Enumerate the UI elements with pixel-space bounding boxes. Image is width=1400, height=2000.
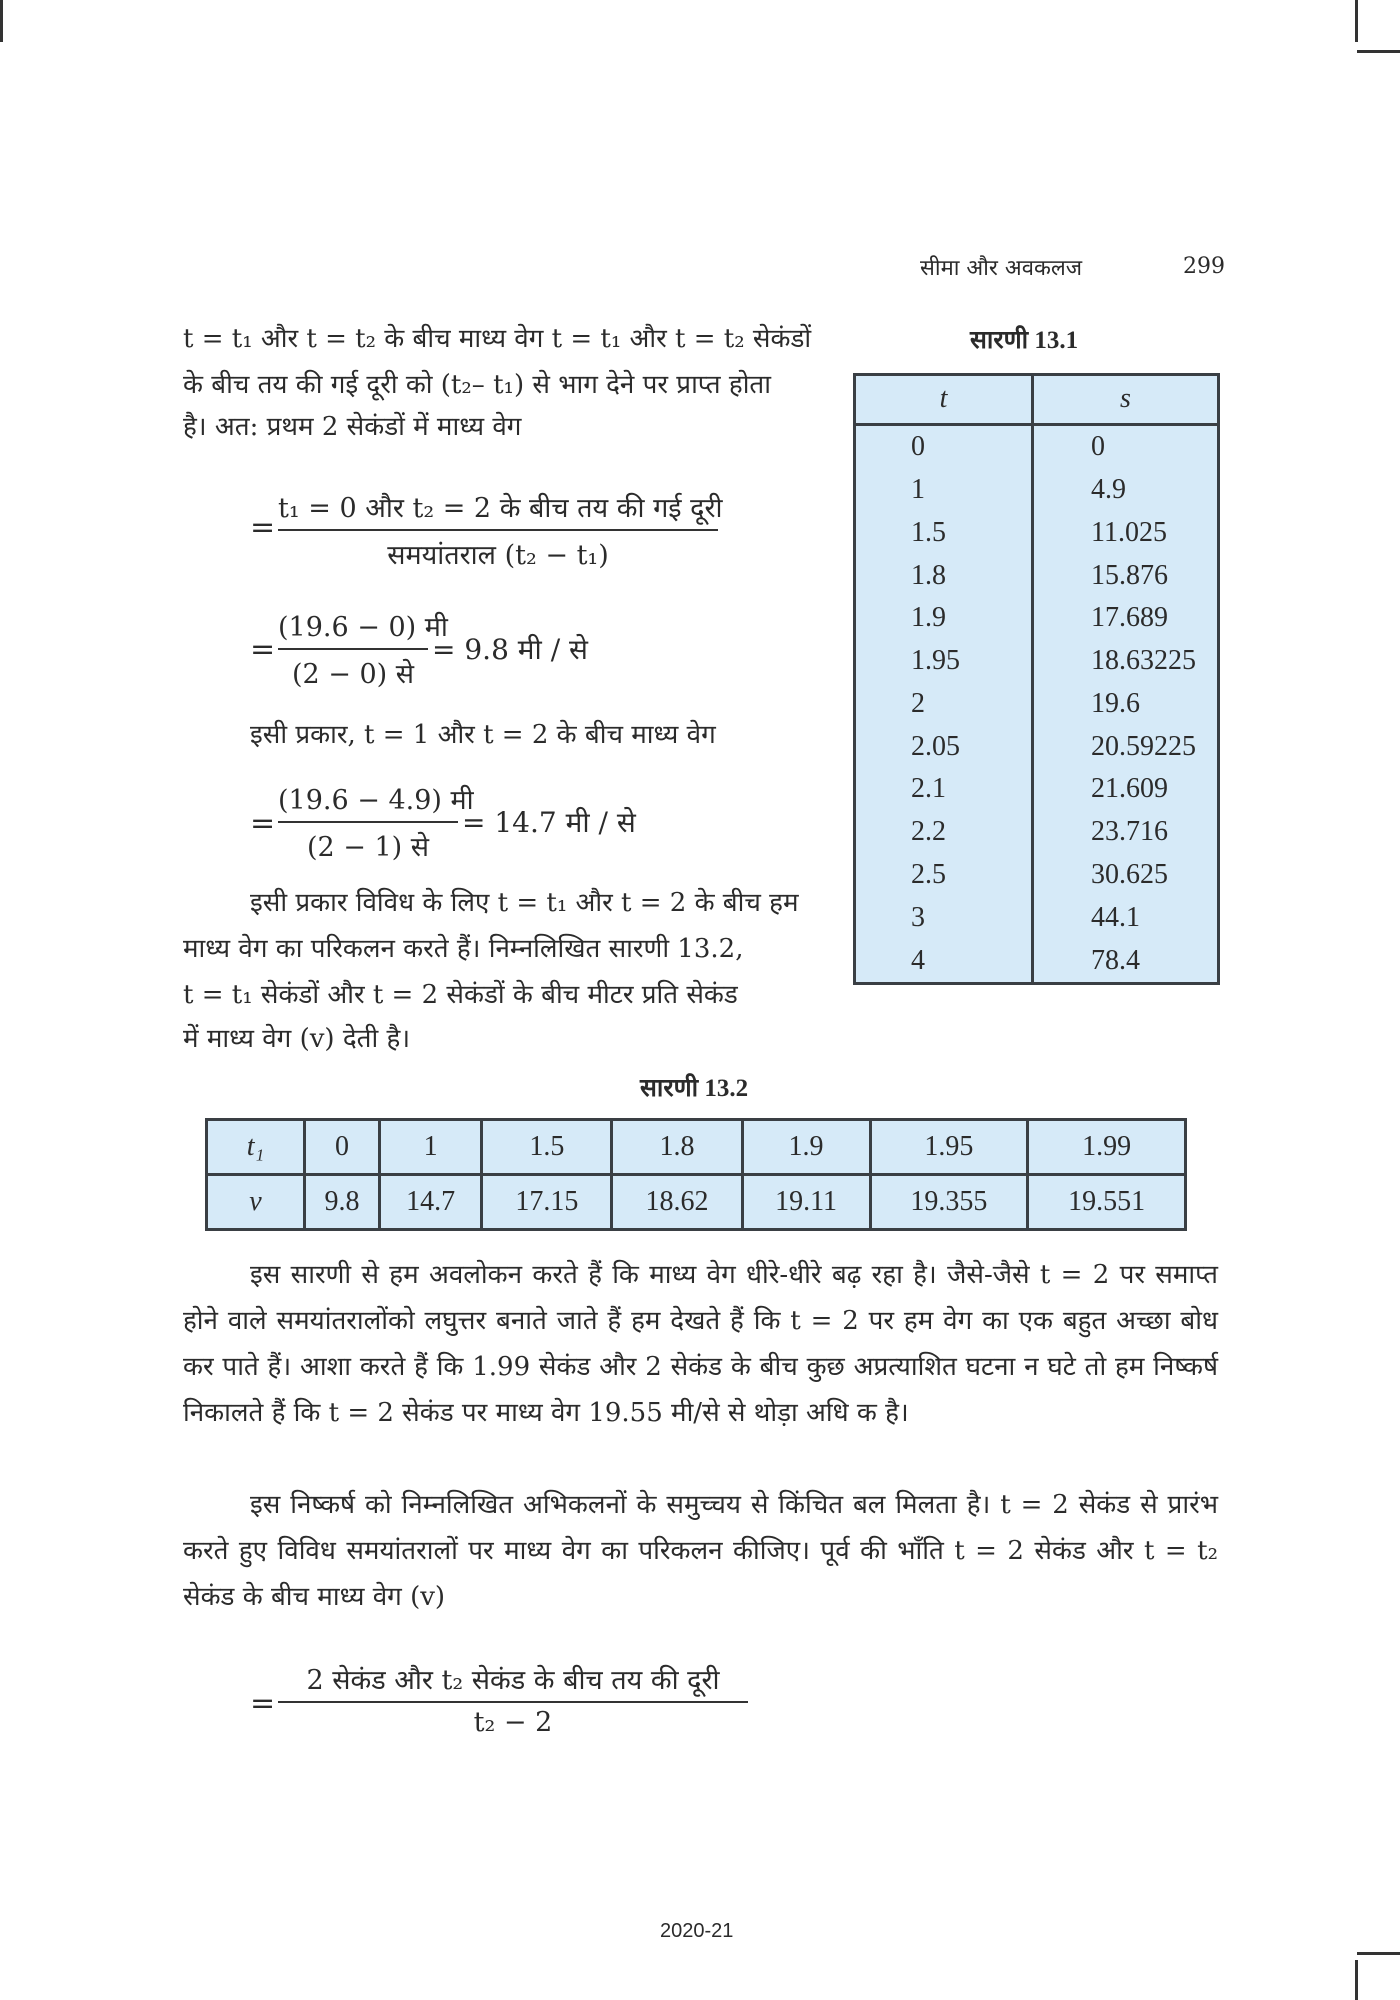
table-row: [855, 854, 1219, 897]
cell: 1.95: [870, 1120, 1028, 1175]
cell: 1.99: [1028, 1120, 1186, 1175]
cell-t: 0: [855, 424, 1033, 468]
column-header-t: t: [855, 375, 1033, 425]
text-line: t = t₁ सेकंडों और t = 2 सेकंडों के बीच मीटर प्रति सेकंड: [183, 980, 738, 1010]
table-row: [855, 939, 1219, 983]
fraction-numerator: (19.6 − 4.9) मी: [278, 785, 474, 816]
cell-s: 0: [1033, 424, 1219, 468]
cell: 1.5: [482, 1120, 612, 1175]
table-row: [855, 896, 1219, 939]
crop-mark: [0, 0, 3, 42]
fraction-bar: [278, 529, 718, 531]
table-row: [855, 511, 1219, 554]
table-caption: सारणी 13.2: [640, 1075, 749, 1102]
fraction-denominator: t₂ − 2: [473, 1707, 553, 1738]
cell: 9.8: [305, 1175, 380, 1230]
table-row-t1: [207, 1120, 1186, 1175]
cell-s: 20.59225: [1033, 725, 1219, 768]
cell-t: 1.8: [855, 554, 1033, 597]
fraction-numerator: (19.6 − 0) मी: [278, 612, 448, 643]
cell: 19.551: [1028, 1175, 1186, 1230]
cell: 18.62: [612, 1175, 742, 1230]
cell-s: 23.716: [1033, 811, 1219, 854]
cell-s: 18.63225: [1033, 640, 1219, 683]
cell-t: 2.1: [855, 768, 1033, 811]
cell: 14.7: [379, 1175, 481, 1230]
table-row: [855, 597, 1219, 640]
fraction-bar: [278, 648, 428, 650]
paragraph: इस सारणी से हम अवलोकन करते हैं कि माध्य वेग धीरे-धीरे बढ़ रहा है। जैसे-जैसे t = 2 पर समाप्त होने वाले समयांतरालोंको लघुत्तर बनाते जाते हैं हम देखते हैं कि t = 2 पर हम वेग का एक बहुत अच्छा बोध कर पाते हैं। आशा करते हैं कि 1.99 सेकंड और 2 सेकंड के बीच कुछ अप्रत्याशित घटना न घटे तो हम निष्कर्ष निकालते हैं कि t = 2 सेकंड पर माध्य वेग 19.55 मी/से से थोड़ा अधि क है।: [183, 1260, 1218, 1428]
cell-t: 1.5: [855, 511, 1033, 554]
fraction-velocity-0-2: [278, 607, 448, 691]
row-label: v: [207, 1175, 305, 1230]
cell: 19.11: [742, 1175, 870, 1230]
table-row: [855, 811, 1219, 854]
fraction-denominator: (2 − 0) से: [291, 659, 415, 690]
paragraph: इस निष्कर्ष को निम्नलिखित अभिकलनों के समुच्चय से किंचित बल मिलता है। t = 2 सेकंड से प्रारंभ करते हुए विविध समयांतरालों पर माध्य वेग का परिकलन कीजिए। पूर्व की भाँति t = 2 सेकंड और t = t₂ सेकंड के बीच माध्य वेग (v): [183, 1490, 1218, 1612]
result-value: = 14.7 मी / से: [462, 806, 636, 839]
chapter-title: सीमा और अवकलज: [920, 256, 1083, 281]
cell-s: 19.6: [1033, 683, 1219, 726]
fraction-numerator: t₁ = 0 और t₂ = 2 के बीच तय की गई दूरी: [278, 493, 723, 524]
cell: 0: [305, 1120, 380, 1175]
cell-s: 15.876: [1033, 554, 1219, 597]
fraction-average-velocity-definition: [278, 488, 723, 572]
fraction-denominator: (2 − 1) से: [306, 832, 430, 863]
table-row: [855, 725, 1219, 768]
crop-mark: [1355, 0, 1358, 42]
text-line: माध्य वेग का परिकलन करते हैं। निम्नलिखित सारणी 13.2,: [183, 934, 744, 964]
table-row: [855, 768, 1219, 811]
result-value: = 9.8 मी / से: [432, 633, 588, 666]
cell-s: 11.025: [1033, 511, 1219, 554]
text-line: इसी प्रकार, t = 1 और t = 2 के बीच माध्य वेग: [250, 720, 716, 750]
text-line: t = t₁ और t = t₂ के बीच माध्य वेग t = t₁ और t = t₂ सेकंडों: [183, 324, 812, 354]
cell-s: 30.625: [1033, 854, 1219, 897]
equals-sign: =: [250, 510, 276, 545]
cell-s: 44.1: [1033, 896, 1219, 939]
cell-t: 1.9: [855, 597, 1033, 640]
cell-t: 1.95: [855, 640, 1033, 683]
column-header-s: s: [1033, 375, 1219, 425]
page-number: 299: [1183, 254, 1225, 279]
cell: 1: [379, 1120, 481, 1175]
cell: 1.9: [742, 1120, 870, 1175]
equals-sign: =: [250, 1686, 276, 1721]
table-row: [855, 469, 1219, 512]
text-line: में माध्य वेग (v) देती है।: [183, 1024, 411, 1054]
equals-sign: =: [250, 632, 276, 667]
crop-mark: [1355, 1960, 1358, 2000]
cell: 17.15: [482, 1175, 612, 1230]
cell-s: 78.4: [1033, 939, 1219, 983]
fraction-velocity-2-t2: [278, 1660, 748, 1738]
table-13-2: [205, 1118, 1187, 1231]
cell: 1.8: [612, 1120, 742, 1175]
fraction-bar: [278, 821, 458, 823]
cell-t: 2.2: [855, 811, 1033, 854]
text-line: के बीच तय की गई दूरी को (t₂– t₁) से भाग देने पर प्राप्त होता: [183, 370, 771, 400]
text-line: है। अत: प्रथम 2 सेकंडों में माध्य वेग: [183, 412, 522, 442]
table-row-v: [207, 1175, 1186, 1230]
equals-sign: =: [250, 806, 276, 841]
fraction-denominator: समयांतराल (t₂ − t₁): [387, 540, 609, 571]
cell-t: 3: [855, 896, 1033, 939]
crop-mark: [1357, 1952, 1400, 1955]
crop-mark: [1357, 50, 1400, 53]
footer-year: 2020-21: [660, 1920, 734, 1942]
fraction-numerator: 2 सेकंड और t₂ सेकंड के बीच तय की दूरी: [306, 1665, 720, 1696]
cell-t: 2.05: [855, 725, 1033, 768]
cell-t: 4: [855, 939, 1033, 983]
table-row: [855, 554, 1219, 597]
text-line: इसी प्रकार विविध के लिए t = t₁ और t = 2 के बीच हम: [250, 888, 799, 918]
cell-s: 4.9: [1033, 469, 1219, 512]
fraction-bar: [278, 1701, 748, 1703]
cell-t: 2: [855, 683, 1033, 726]
row-label: t₁: [207, 1120, 305, 1175]
cell-s: 17.689: [1033, 597, 1219, 640]
cell-s: 21.609: [1033, 768, 1219, 811]
cell-t: 1: [855, 469, 1033, 512]
table-row: [855, 424, 1219, 468]
table-row: [855, 683, 1219, 726]
fraction-velocity-1-2: [278, 780, 474, 864]
table-caption: सारणी 13.1: [970, 327, 1079, 354]
cell-t: 2.5: [855, 854, 1033, 897]
cell: 19.355: [870, 1175, 1028, 1230]
table-13-1: [853, 373, 1220, 985]
table-row: [855, 640, 1219, 683]
